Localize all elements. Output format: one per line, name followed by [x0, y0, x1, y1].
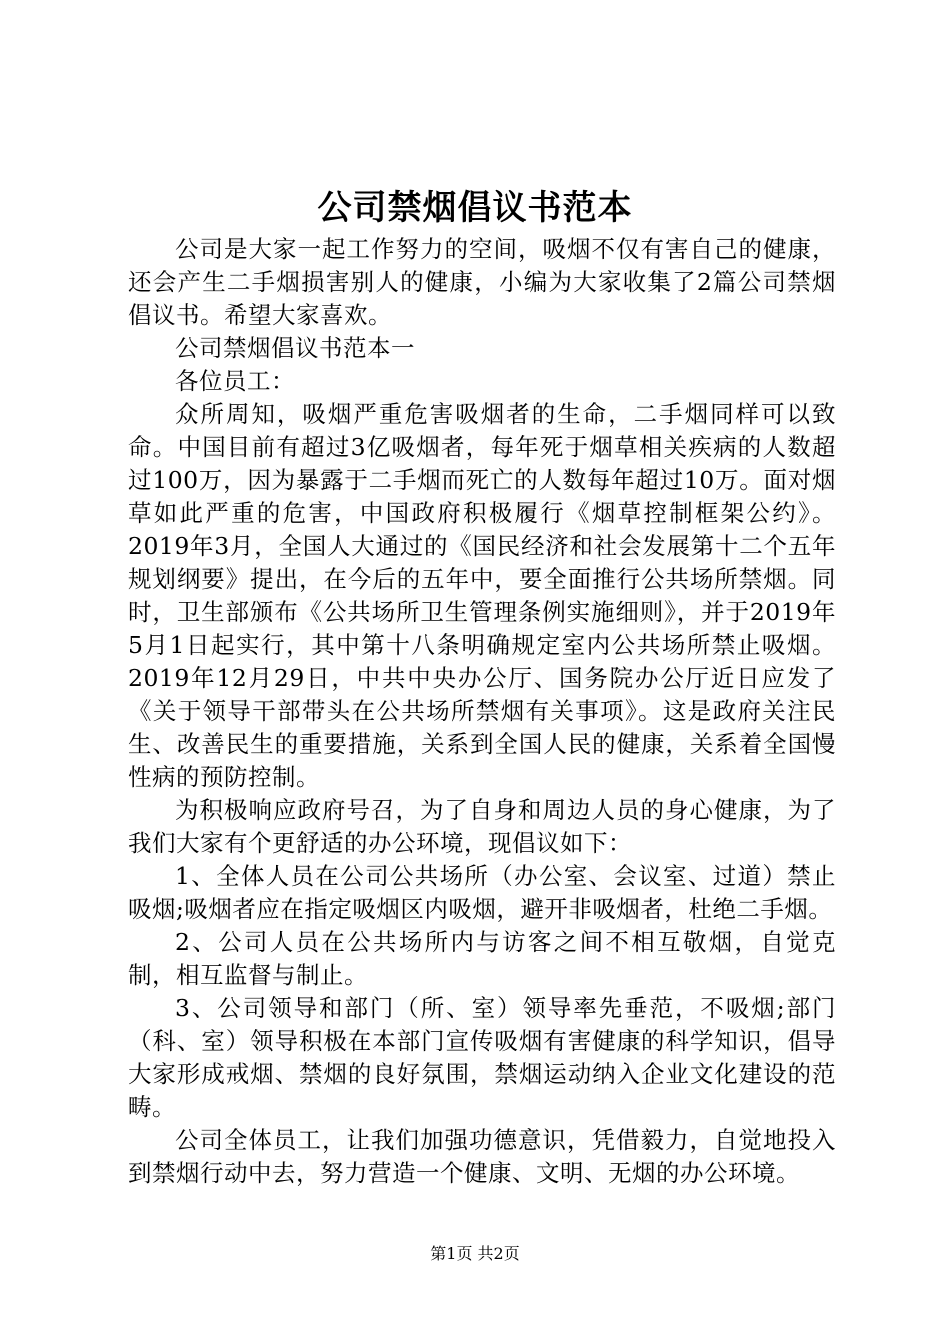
- closing-paragraph: 公司全体员工，让我们加强功德意识，凭借毅力，自觉地投入到禁烟行动中去，努力营造一个健康、文明、无烟的办公环境。: [128, 1126, 836, 1187]
- document-title: 公司禁烟倡议书范本: [317, 188, 633, 228]
- document-body: [128, 233, 836, 1190]
- section-heading: 公司禁烟倡议书范本一: [175, 334, 415, 362]
- proposal-item: 1、全体人员在公司公共场所（办公室、会议室、过道）禁止吸烟;吸烟者应在指定吸烟区内吸烟，避开非吸烟者，杜绝二手烟。: [128, 862, 836, 923]
- body-paragraph: 众所周知，吸烟严重危害吸烟者的生命，二手烟同样可以致命。中国目前有超过3亿吸烟者，每年死于烟草相关疾病的人数超过100万，因为暴露于二手烟而死亡的人数每年超过10万。面对烟草如此严重的危害，中国政府积极履行《烟草控制框架公约》。2019年3月，全国人大通过的《国民经济和社会发展第十二个五年规划纲要》提出，在今后的五年中，要全面推行公共场所禁烟。同时，卫生部颁布《公共场所卫生管理条例实施细则》，并于2019年5月1日起实行，其中第十八条明确规定室内公共场所禁止吸烟。2019年12月29日，中共中央办公厅、国务院办公厅近日应发了《关于领导干部带头在公共场所禁烟有关事项》。这是政府关注民生、改善民生的重要措施，关系到全国人民的健康，关系着全国慢性病的预防控制。: [128, 400, 836, 791]
- proposal-item: 2、公司人员在公共场所内与访客之间不相互敬烟，自觉克制，相互监督与制止。: [128, 928, 836, 989]
- body-paragraph: 为积极响应政府号召，为了自身和周边人员的身心健康，为了我们大家有个更舒适的办公环境，现倡议如下：: [128, 796, 836, 857]
- intro-paragraph: 公司是大家一起工作努力的空间，吸烟不仅有害自己的健康，还会产生二手烟损害别人的健康，小编为大家收集了2篇公司禁烟倡议书。希望大家喜欢。: [128, 235, 836, 329]
- page-number-footer: 第1页 共2页: [430, 1244, 520, 1263]
- proposal-item: 3、公司领导和部门（所、室）领导率先垂范，不吸烟;部门（科、室）领导积极在本部门宣传吸烟有害健康的科学知识，倡导大家形成戒烟、禁烟的良好氛围，禁烟运动纳入企业文化建设的范畴。: [128, 994, 836, 1121]
- salutation: 各位员工：: [175, 367, 295, 395]
